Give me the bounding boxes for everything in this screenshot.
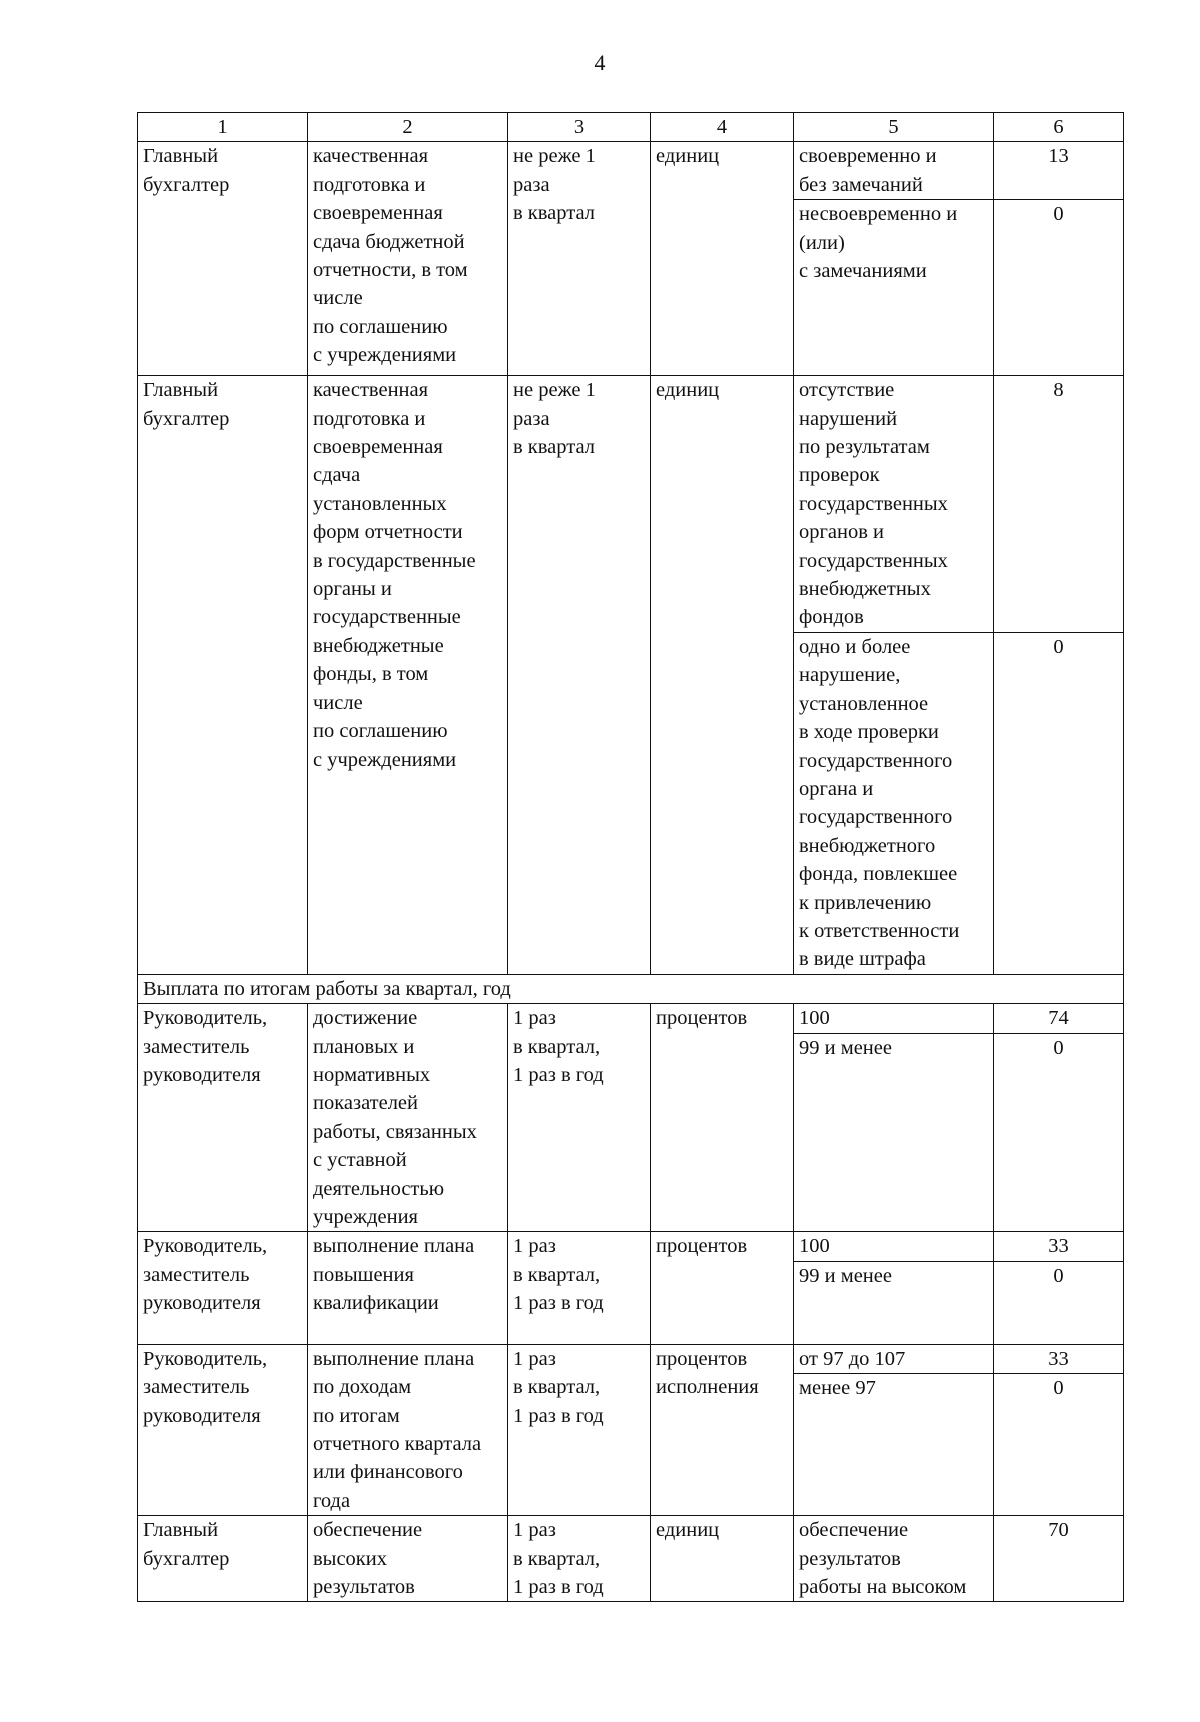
value-cell: 8: [994, 376, 1124, 633]
criterion-cell: 100: [794, 1004, 994, 1034]
periodicity-cell: 1 раз в квартал, 1 раз в год: [508, 1004, 651, 1232]
periodicity-cell: не реже 1 раза в квартал: [508, 376, 651, 975]
periodicity-cell: 1 раз в квартал, 1 раз в год: [508, 1232, 651, 1344]
position-cell: Руководитель, заместитель руководителя: [138, 1004, 308, 1232]
unit-cell: процентов: [651, 1232, 794, 1344]
value-cell: 33: [994, 1344, 1124, 1374]
value-cell: 33: [994, 1232, 1124, 1261]
periodicity-cell: 1 раз в квартал, 1 раз в год: [508, 1516, 651, 1602]
value-cell: 0: [994, 632, 1124, 974]
column-number: 6: [994, 113, 1124, 142]
criterion-cell: отсутствие нарушений по результатам проверок государственных органов и государственных внебюджетных фондов: [794, 376, 994, 633]
table-row: [138, 1004, 1124, 1034]
indicator-cell: достижение плановых и нормативных показателей работы, связанных с уставной деятельностью учреждения: [308, 1004, 508, 1232]
criterion-cell: несвоевременно и (или) с замечаниями: [794, 200, 994, 376]
table-row: [138, 1232, 1124, 1261]
periodicity-cell: 1 раз в квартал, 1 раз в год: [508, 1344, 651, 1515]
criterion-cell: одно и более нарушение, установленное в ходе проверки государственного органа и государственного внебюджетного фонда, повлекшее к привлечению к ответственности в виде штрафа: [794, 632, 994, 974]
column-number: 4: [651, 113, 794, 142]
value-cell: 0: [994, 1033, 1124, 1232]
criterion-cell: менее 97: [794, 1374, 994, 1516]
position-cell: Главный бухгалтер: [138, 1516, 308, 1602]
indicator-cell: выполнение плана повышения квалификации: [308, 1232, 508, 1344]
indicator-cell: качественная подготовка и своевременная сдача установленных форм отчетности в государственные органы и государственные внебюджетные фонды, в том числе по соглашению с учреждениями: [308, 376, 508, 975]
unit-cell: процентов: [651, 1004, 794, 1232]
column-number-row: [138, 113, 1124, 142]
unit-cell: единиц: [651, 1516, 794, 1602]
indicator-cell: обеспечение высоких результатов: [308, 1516, 508, 1602]
value-cell: 0: [994, 200, 1124, 376]
indicator-cell: выполнение плана по доходам по итогам отчетного квартала или финансового года: [308, 1344, 508, 1515]
criterion-cell: 99 и менее: [794, 1261, 994, 1344]
position-cell: Руководитель, заместитель руководителя: [138, 1344, 308, 1515]
table-row: [138, 1516, 1124, 1602]
criterion-cell: обеспечение результатов работы на высоком: [794, 1516, 994, 1602]
table-row: [138, 1344, 1124, 1374]
position-cell: Руководитель, заместитель руководителя: [138, 1232, 308, 1344]
criterion-cell: 100: [794, 1232, 994, 1261]
position-cell: Главный бухгалтер: [138, 142, 308, 376]
value-cell: 13: [994, 142, 1124, 200]
page-number: 4: [594, 50, 606, 75]
table-row: [138, 376, 1124, 633]
unit-cell: единиц: [651, 376, 794, 975]
column-number: 2: [308, 113, 508, 142]
periodicity-cell: не реже 1 раза в квартал: [508, 142, 651, 376]
criterion-cell: 99 и менее: [794, 1033, 994, 1232]
criterion-cell: от 97 до 107: [794, 1344, 994, 1374]
column-number: 5: [794, 113, 994, 142]
criterion-cell: своевременно и без замечаний: [794, 142, 994, 200]
section-title: Выплата по итогам работы за квартал, год: [138, 974, 1124, 1003]
value-cell: 0: [994, 1261, 1124, 1344]
column-number: 3: [508, 113, 651, 142]
indicator-cell: качественная подготовка и своевременная сдача бюджетной отчетности, в том числе по соглашению с учреждениями: [308, 142, 508, 376]
unit-cell: единиц: [651, 142, 794, 376]
value-cell: 74: [994, 1004, 1124, 1034]
value-cell: 0: [994, 1374, 1124, 1516]
section-row: [138, 974, 1124, 1003]
position-cell: Главный бухгалтер: [138, 376, 308, 975]
value-cell: 70: [994, 1516, 1124, 1602]
criteria-table: [137, 112, 1124, 1602]
column-number: 1: [138, 113, 308, 142]
table-row: [138, 142, 1124, 200]
unit-cell: процентов исполнения: [651, 1344, 794, 1515]
